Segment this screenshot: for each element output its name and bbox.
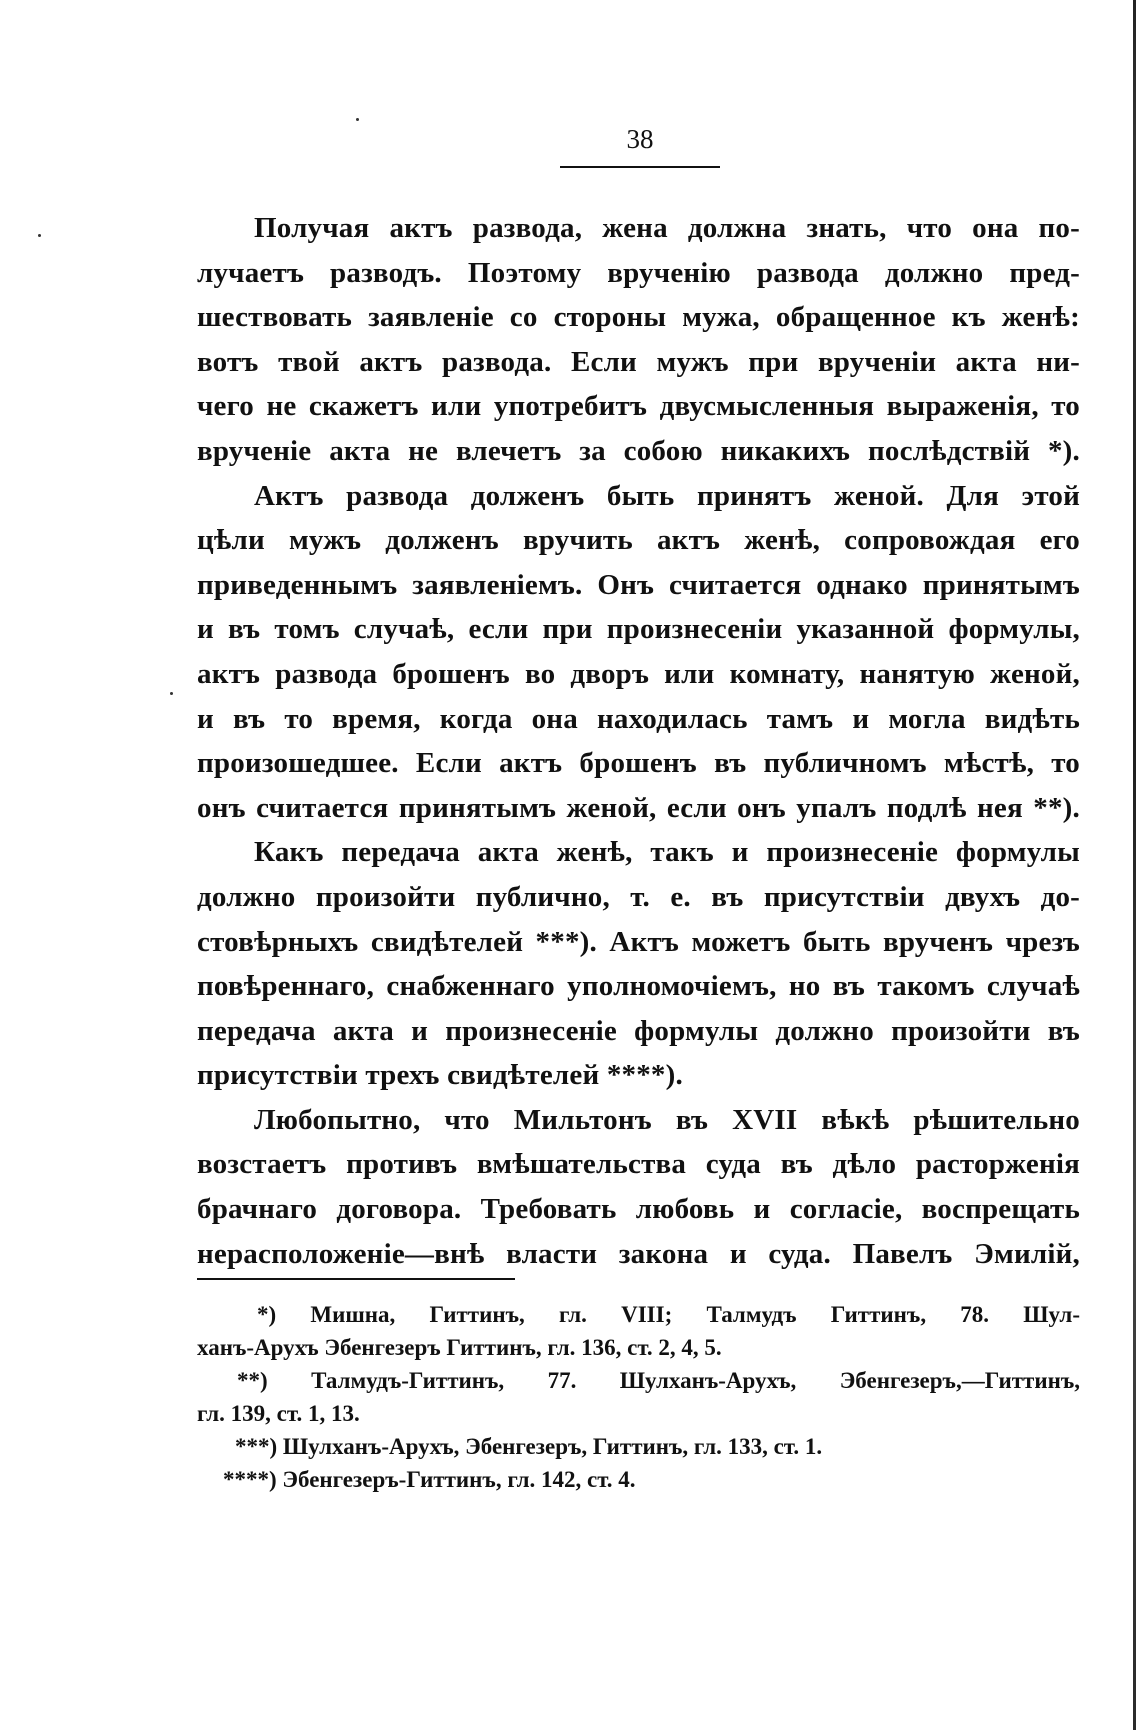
footnotes (197, 1298, 1080, 1496)
footnote-rule (197, 1278, 515, 1280)
text-line: присутствіи трехъ свидѣтелей ****). (197, 1059, 683, 1092)
text-line: Любопытно, что Мильтонъ въ XVII вѣкѣ рѣшительно (254, 1103, 1080, 1136)
text-line: лучаетъ разводъ. Поэтому врученію развода должно пред- (197, 256, 1080, 289)
text-line: передача акта и произнесеніе формулы должно произойти въ (197, 1014, 1080, 1047)
scan-speck (38, 234, 41, 237)
text-line: произошедшее. Если актъ брошенъ въ публичномъ мѣстѣ, то (197, 747, 1080, 780)
footnote-line: ***) Шулханъ-Арухъ, Эбенгезеръ, Гиттинъ, гл. 133, ст. 1. (235, 1434, 823, 1459)
footnote-line: гл. 139, ст. 1, 13. (197, 1401, 360, 1426)
footnote-line: *) Мишна, Гиттинъ, гл. VIII; Талмудъ Гиттинъ, 78. Шул- (257, 1302, 1080, 1327)
text-line: Какъ передача акта женѣ, такъ и произнесеніе формулы (254, 836, 1080, 869)
text-line: повѣреннаго, снабженнаго уполномочіемъ, но въ такомъ случаѣ (197, 970, 1080, 1003)
text-line: и въ томъ случаѣ, если при произнесеніи указанной формулы, (197, 613, 1080, 646)
footnote-line: **) Талмудъ-Гиттинъ, 77. Шулханъ-Арухъ, Эбенгезеръ,—Гиттинъ, (237, 1368, 1080, 1393)
text-line: стовѣрныхъ свидѣтелей ***). Актъ можетъ быть врученъ чрезъ (197, 925, 1080, 958)
text-line: приведеннымъ заявленіемъ. Онъ считается однако принятымъ (197, 568, 1080, 601)
text-line: должно произойти публично, т. е. въ присутствіи двухъ до- (197, 880, 1080, 913)
page-number: 38 (626, 124, 654, 154)
text-line: чего не скажетъ или употребитъ двусмысленныя выраженія, то (197, 390, 1080, 423)
text-line: брачнаго договора. Требовать любовь и согласіе, воспрещать (197, 1193, 1080, 1226)
text-line: вотъ твой актъ развода. Если мужъ при врученіи акта ни- (197, 345, 1080, 378)
footnote-line: ****) Эбенгезеръ-Гиттинъ, гл. 142, ст. 4. (223, 1467, 636, 1492)
page-number-rule (560, 166, 720, 168)
text-line: нерасположеніе—внѣ власти закона и суда. Павелъ Эмилій, (197, 1237, 1080, 1270)
footnote-line: ханъ-Арухъ Эбенгезеръ Гиттинъ, гл. 136, ст. 2, 4, 5. (197, 1335, 722, 1360)
text-line: и въ то время, когда она находилась тамъ и могла видѣть (197, 702, 1080, 735)
text-line: актъ развода брошенъ во дворъ или комнату, нанятую женой, (197, 657, 1080, 690)
body-text (197, 206, 1080, 1276)
text-line: онъ считается принятымъ женой, если онъ упалъ подлѣ нея **). (197, 791, 1080, 824)
scan-speck (356, 118, 359, 121)
text-line: Получая актъ развода, жена должна знать, что она по- (254, 212, 1080, 244)
text-line: шествовать заявленіе со стороны мужа, обращенное къ женѣ: (197, 301, 1080, 334)
text-line: цѣли мужъ долженъ вручить актъ женѣ, сопровождая его (197, 524, 1080, 557)
text-line: врученіе акта не влечетъ за собою никакихъ послѣдствій *). (197, 434, 1080, 467)
text-line: возстаетъ противъ вмѣшательства суда въ дѣло расторженія (197, 1148, 1080, 1181)
scan-edge-shadow (1133, 0, 1136, 1730)
text-line: Актъ развода долженъ быть принятъ женой. Для этой (254, 479, 1080, 512)
scan-speck (170, 692, 173, 695)
